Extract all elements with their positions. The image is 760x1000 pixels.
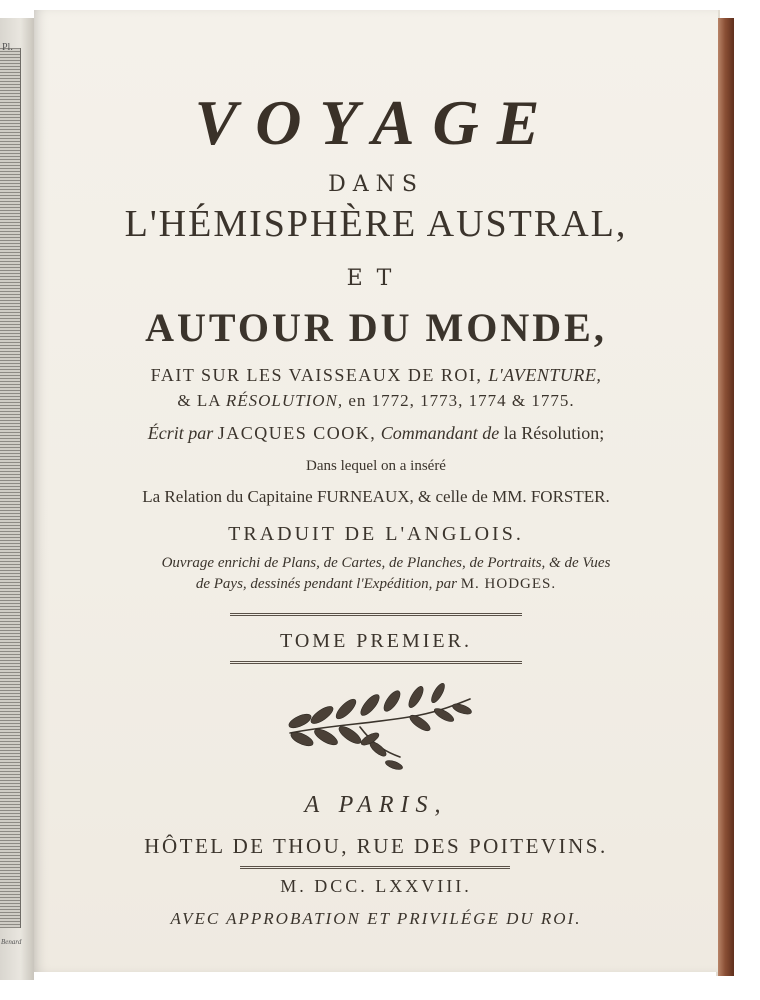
title-dans: DANS — [328, 172, 424, 197]
rule-imprint — [240, 866, 510, 869]
imprint-city: A PARIS, — [304, 792, 448, 818]
enrichment-line-2 — [34, 576, 718, 593]
enrichment-hodges: M. HODGES. — [460, 576, 557, 592]
author-ecrit: Écrit par — [147, 423, 214, 443]
title-voyage: VOYAGE — [194, 87, 558, 158]
ship-resolution: RÉSOLUTION, — [225, 391, 344, 410]
laurel-branch-icon — [270, 675, 480, 775]
enrichment-line-1: Ouvrage enrichi de Plans, de Cartes, de Planches, de Portraits, & de Vues — [161, 555, 611, 571]
leather-binding — [718, 18, 734, 976]
title-hemisphere: L'HÉMISPHÈRE AUSTRAL, — [124, 203, 628, 245]
subtitle-la: & LA — [177, 391, 221, 410]
relation-prefix: La Relation du Capitaine — [142, 487, 313, 506]
relation-forster: MM. FORSTER. — [492, 487, 610, 506]
rule-top — [230, 613, 522, 616]
voyage-years: en 1772, 1773, 1774 & 1775. — [348, 391, 575, 410]
subtitle-ships-line — [34, 365, 718, 386]
imprint-date: M. DCC. LXXVIII. — [280, 876, 472, 896]
author-de: de — [482, 423, 500, 443]
engraver-credit: Benard — [1, 938, 22, 946]
enrichment-prefix: de Pays, dessinés pendant l'Expédition, par — [195, 576, 457, 592]
author-role: Commandant — [380, 423, 478, 443]
title-et: ET — [346, 266, 406, 291]
inserted-line: Dans lequel on a inséré — [306, 458, 446, 474]
facing-engraving — [0, 48, 21, 928]
relation-captain: FURNEAUX, — [316, 487, 414, 506]
relation-line — [34, 487, 718, 507]
volume-title: TOME PREMIER. — [280, 630, 472, 652]
translated-line: TRADUIT DE L'ANGLOIS. — [228, 523, 524, 545]
author-name: JACQUES COOK, — [217, 423, 377, 443]
title-autour: AUTOUR DU MONDE, — [145, 305, 607, 350]
rule-bottom — [230, 661, 522, 664]
subtitle-years-line — [34, 391, 718, 411]
author-line — [34, 423, 718, 444]
author-ship: la Résolution; — [503, 423, 605, 443]
facing-page-edge — [0, 18, 34, 980]
imprint-publisher: HÔTEL DE THOU, RUE DES POITEVINS. — [144, 834, 608, 858]
ship-aventure: L'AVENTURE, — [488, 365, 602, 385]
title-page — [34, 10, 718, 972]
subtitle-fait: FAIT SUR LES VAISSEAUX DE ROI, — [150, 365, 483, 385]
relation-middle: & celle de — [418, 487, 488, 506]
plate-mark: Pl. — [2, 42, 13, 53]
imprint-privilege: AVEC APPROBATION ET PRIVILÉGE DU ROI. — [170, 909, 582, 928]
